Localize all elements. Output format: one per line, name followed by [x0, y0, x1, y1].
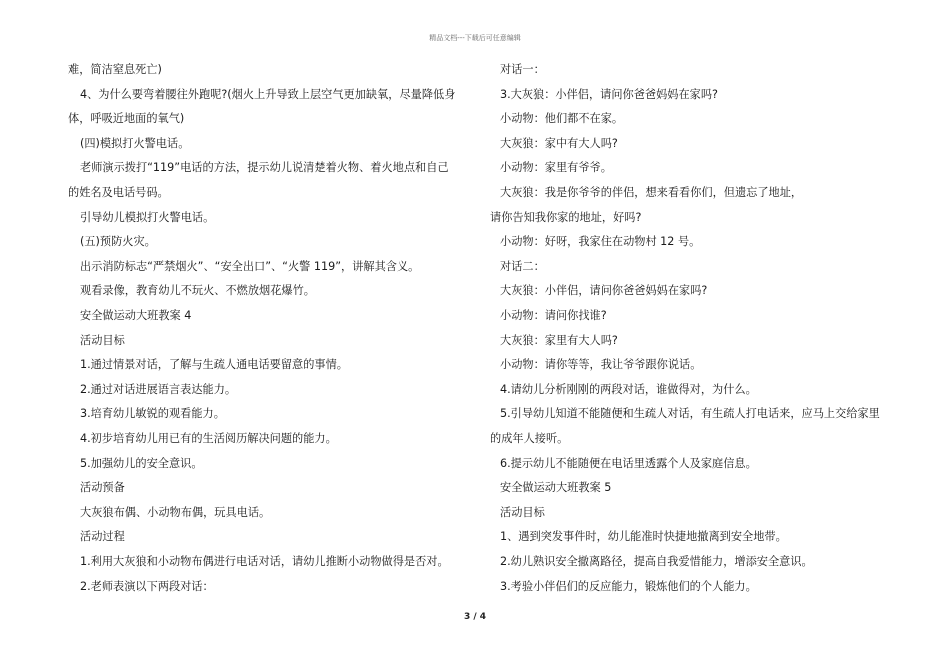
page-header: 精品文档---下载后可任意编辑 [429, 34, 521, 42]
text-line: 5.加强幼儿的安全意识。 [80, 456, 203, 470]
text-line: 大灰狼：家里有大人吗? [500, 333, 618, 347]
text-line: (五)预防火灾。 [80, 235, 156, 249]
text-line: 安全做运动大班教案 4 [80, 309, 192, 322]
text-line: 1、遇到突发事件时，幼儿能准时快捷地撤离到安全地带。 [500, 530, 787, 544]
text-line: 大灰狼：家中有大人吗? [500, 136, 618, 150]
text-line: 2.老师表演以下两段对话： [80, 579, 214, 593]
text-line: 小动物：请你等等，我让爷爷跟你说话。 [500, 358, 702, 372]
text-line: 3.大灰狼：小伴侣，请问你爸爸妈妈在家吗? [500, 87, 718, 101]
text-line: 引导幼儿模拟打火警电话。 [80, 210, 215, 224]
text-line: 4.请幼儿分析刚刚的两段对话，谁做得对，为什么。 [500, 382, 757, 396]
text-line: 小动物：请问你找谁? [500, 309, 607, 322]
text-line: 小动物：好呀，我家住在动物村 12 号。 [500, 235, 701, 249]
text-line: 活动目标 [80, 333, 125, 347]
text-line: 1.利用大灰狼和小动物布偶进行电话对话，请幼儿推断小动物做得是否对。 [80, 555, 449, 568]
text-line: 老师演示拨打“119”电话的方法，提示幼儿说清楚着火物、着火地点和自己 [80, 161, 449, 175]
text-line: 大灰狼：我是你爷爷的伴侣，想来看看你们，但遗忘了地址， [500, 186, 803, 199]
text-line: 大灰狼布偶、小动物布偶，玩具电话。 [80, 505, 271, 519]
text-line: 活动过程 [80, 530, 125, 544]
text-line: 3.考验小伴侣们的反应能力，锻炼他们的个人能力。 [500, 579, 757, 593]
text-line: 3.培育幼儿敏锐的观看能力。 [80, 407, 225, 421]
text-line: 对话二： [500, 259, 545, 273]
text-line: 体，呼吸近地面的氧气) [68, 112, 185, 126]
text-line: 2.通过对话进展语言表达能力。 [80, 382, 237, 396]
text-line: 安全做运动大班教案 5 [500, 481, 612, 495]
text-line: 难，简洁窒息死亡) [68, 63, 162, 76]
text-line: 4、为什么要弯着腰往外跑呢?(烟火上升导致上层空气更加缺氧，尽量降低身 [80, 87, 456, 101]
text-line: 的姓名及电话号码。 [68, 186, 169, 199]
text-line: 活动预备 [80, 481, 125, 495]
text-line: 6.提示幼儿不能随便在电话里透露个人及家庭信息。 [500, 456, 757, 470]
text-line: 4.初步培育幼儿用已有的生活阅历解决问题的能力。 [80, 432, 337, 445]
text-line: 对话一： [500, 63, 545, 76]
text-line: 1.通过情景对话，了解与生疏人通电话要留意的事情。 [80, 358, 348, 372]
text-line: (四)模拟打火警电话。 [80, 136, 190, 150]
page-number: 3 / 4 [463, 612, 487, 622]
text-line: 观看录像，教育幼儿不玩火、不燃放烟花爆竹。 [80, 284, 315, 298]
text-line: 5.引导幼儿知道不能随便和生疏人对话，有生疏人打电话来，应马上交给家里 [500, 407, 880, 421]
text-line: 请你告知我你家的地址，好吗? [490, 210, 642, 224]
text-line: 大灰狼：小伴侣，请问你爸爸妈妈在家吗? [500, 284, 708, 298]
text-line: 出示消防标志“严禁烟火”、“安全出口”、“火警 119”，讲解其含义。 [80, 259, 420, 273]
text-line: 活动目标 [500, 505, 545, 519]
text-line: 2.幼儿熟识安全撤离路径，提高自我爱惜能力，增添安全意识。 [500, 555, 813, 568]
text-line: 小动物：家里有爷爷。 [500, 161, 612, 175]
text-line: 小动物：他们都不在家。 [500, 112, 624, 126]
text-line: 的成年人接听。 [490, 432, 569, 445]
